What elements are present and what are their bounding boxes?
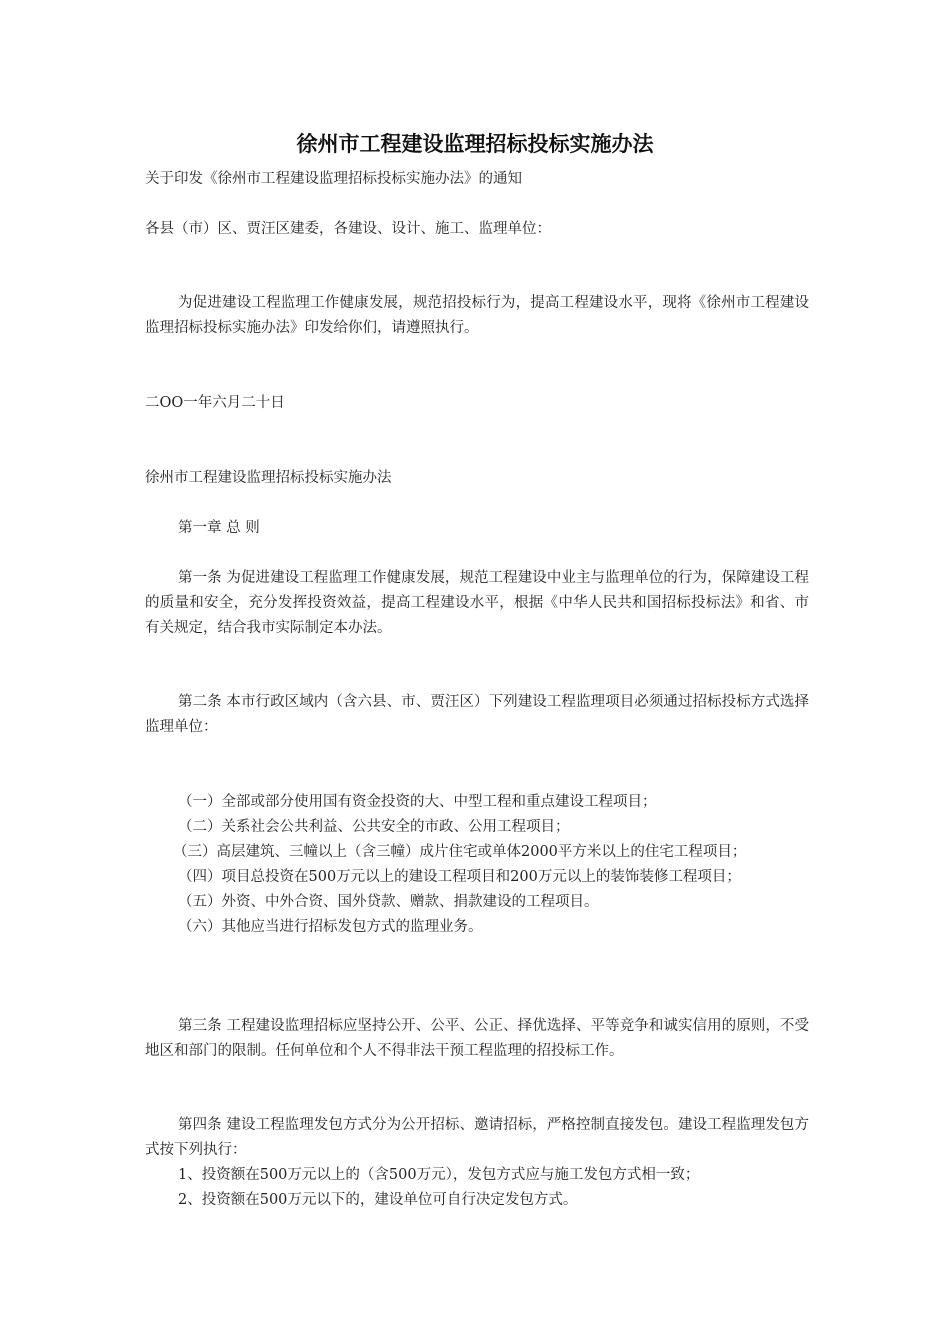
chapter-heading: 第一章 总 则 [178, 520, 260, 536]
article-2: 第二条 本市行政区域内（含六县、市、贾汪区）下列建设工程监理项目必须通过招标投标方式选择监理单位： [145, 694, 809, 735]
notice-title: 关于印发《徐州市工程建设监理招标投标实施办法》的通知 [145, 171, 522, 187]
document-title: 徐州市工程建设监理招标投标实施办法 [296, 131, 654, 156]
list-item: 2、投资额在500万元以下的，建设单位可自行决定发包方式。 [178, 1192, 578, 1208]
article-3: 第三条 工程建设监理招标应坚持公开、公平、公正、择优选择、平等竞争和诚实信用的原则，不受地区和部门的限制。任何单位和个人不得非法干预工程监理的招投标工作。 [145, 1018, 809, 1059]
list-item: 1、投资额在500万元以上的（含500万元），发包方式应与施工发包方式相一致； [178, 1167, 700, 1183]
article-1: 第一条 为促进建设工程监理工作健康发展，规范工程建设中业主与监理单位的行为，保障建设工程的质量和安全，充分发挥投资效益，提高工程建设水平，根据《中华人民共和国招标投标法》和省、市有关规定，结合我市实际制定本办法。 [145, 570, 809, 636]
regulation-title: 徐州市工程建设监理招标投标实施办法 [145, 470, 392, 486]
notice-body: 为促进建设工程监理工作健康发展，规范招投标行为，提高工程建设水平，现将《徐州市工程建设监理招标投标实施办法》印发给你们，请遵照执行。 [145, 295, 809, 336]
list-item: （四）项目总投资在500万元以上的建设工程项目和200万元以上的装饰装修工程项目； [178, 869, 741, 885]
list-item: （三）高层建筑、三幢以上（含三幢）成片住宅或单体2000平方米以上的住宅工程项目； [173, 844, 747, 860]
list-item: （六）其他应当进行招标发包方式的监理业务。 [178, 919, 483, 935]
issue-date: 二OO一年六月二十日 [145, 395, 285, 411]
list-item: （一）全部或部分使用国有资金投资的大、中型工程和重点建设工程项目； [178, 794, 657, 810]
salutation: 各县（市）区、贾汪区建委，各建设、设计、施工、监理单位： [145, 221, 551, 237]
article-4-list [145, 1163, 809, 1213]
list-item: （二）关系社会公共利益、公共安全的市政、公用工程项目； [178, 819, 570, 835]
article-4: 第四条 建设工程监理发包方式分为公开招标、邀请招标，严格控制直接发包。建设工程监理发包方式按下列执行： [145, 1117, 809, 1158]
article-2-list [145, 790, 809, 940]
list-item: （五）外资、中外合资、国外贷款、赠款、捐款建设的工程项目。 [178, 894, 599, 910]
